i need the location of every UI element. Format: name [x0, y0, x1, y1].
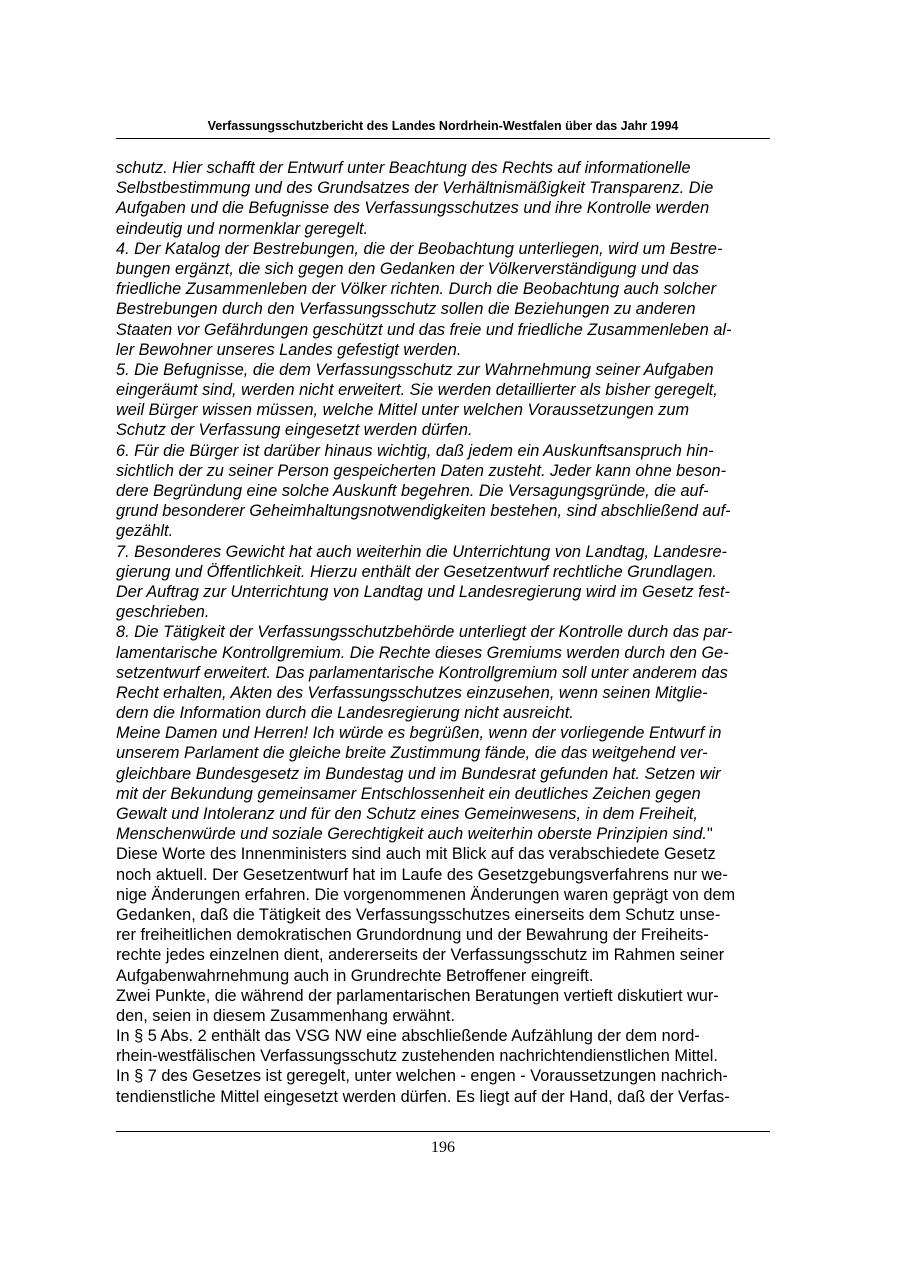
text-line	[116, 521, 788, 541]
text-line	[116, 1066, 788, 1086]
text-line-content: unserem Parlament die gleiche breite Zustimmung fände, die das weitgehend ver-	[116, 744, 708, 763]
text-line-content: rechte jedes einzelnen dient, andererseits der Verfassungsschutz im Rahmen seiner	[116, 946, 725, 965]
text-line-content: Gewalt und Intoleranz und für den Schutz eines Gemeinwesens, in dem Freiheit,	[116, 805, 698, 823]
text-line	[116, 562, 788, 582]
text-line	[116, 178, 788, 198]
text-line	[116, 784, 788, 804]
text-line-content: Diese Worte des Innenministers sind auch mit Blick auf das verabschiedete Gesetz	[116, 845, 716, 864]
text-line-content: gezählt.	[116, 522, 174, 541]
text-line	[116, 501, 788, 521]
text-line-content: Aufgaben und die Befugnisse des Verfassungsschutzes und ihre Kontrolle werden	[116, 199, 710, 218]
text-line-content: schutz. Hier schafft der Entwurf unter Beachtung des Rechts auf informationelle	[116, 159, 691, 177]
text-line-content: 5. Die Befugnisse, die dem Verfassungsschutz zur Wahrnehmung seiner Aufgaben	[116, 360, 714, 379]
text-line-content: weil Bürger wissen müssen, welche Mittel unter welchen Voraussetzungen zum	[116, 401, 690, 420]
text-line	[116, 905, 788, 925]
text-line-content: bungen ergänzt, die sich gegen den Gedanken der Völkerverständigung und das	[116, 259, 699, 278]
text-line-content: Bestrebungen durch den Verfassungsschutz sollen die Beziehungen zu anderen	[116, 300, 696, 319]
text-line	[116, 441, 788, 461]
text-line-content: eingeräumt sind, werden nicht erweitert. Sie werden detaillierter als bisher geregelt,	[116, 381, 718, 400]
text-line	[116, 703, 788, 723]
text-line-content: Menschenwürde und soziale Gerechtigkeit auch weiterhin oberste Prinzipien sind.	[116, 825, 707, 844]
text-line-content: grund besonderer Geheimhaltungsnotwendigkeiten bestehen, sind abschließend auf-	[116, 502, 731, 521]
text-line	[116, 461, 788, 481]
text-line	[116, 643, 788, 663]
text-line	[116, 1087, 788, 1107]
text-line-content: mit der Bekundung gemeinsamer Entschlossenheit ein deutliches Zeichen gegen	[116, 784, 701, 803]
text-line	[116, 683, 788, 703]
text-line	[116, 299, 788, 319]
text-line	[116, 844, 788, 864]
body-text	[116, 158, 796, 1107]
text-line-content: den, seien in diesem Zusammenhang erwähnt.	[116, 1006, 455, 1025]
text-line	[116, 198, 788, 218]
page-number: 196	[431, 1139, 455, 1156]
text-line-content: eindeutig und normenklar geregelt.	[116, 219, 369, 238]
text-line-content: geschrieben.	[116, 603, 210, 622]
text-line	[116, 602, 788, 622]
text-line	[116, 743, 788, 763]
text-line	[116, 966, 788, 986]
text-line	[116, 1026, 788, 1046]
text-line	[116, 219, 788, 239]
text-line-content: 8. Die Tätigkeit der Verfassungsschutzbehörde unterliegt der Kontrolle durch das par-	[116, 623, 733, 642]
text-line-content: lamentarische Kontrollgremium. Die Rechte dieses Gremiums werden durch den Ge-	[116, 643, 729, 662]
text-line-content: Staaten vor Gefährdungen geschützt und das freie und friedliche Zusammenleben al-	[116, 320, 732, 339]
text-line-content: nige Änderungen erfahren. Die vorgenommenen Änderungen waren geprägt von dem	[116, 885, 736, 904]
text-line	[116, 1006, 788, 1026]
text-line-content: 4. Der Katalog der Bestrebungen, die der Beobachtung unterliegen, wird um Bestre-	[116, 239, 723, 258]
text-line	[116, 1046, 788, 1066]
text-line-content: ler Bewohner unseres Landes gefestigt werden.	[116, 340, 462, 359]
text-line-content: noch aktuell. Der Gesetzentwurf hat im Laufe des Gesetzgebungsverfahrens nur we-	[116, 865, 728, 884]
text-line-content: In § 5 Abs. 2 enthält das VSG NW eine abschließende Aufzählung der dem nord-	[116, 1027, 700, 1046]
text-line	[116, 622, 788, 642]
text-line-content: Aufgabenwahrnehmung auch in Grundrechte Betroffener eingreift.	[116, 966, 594, 985]
text-line	[116, 542, 788, 562]
header-rule	[116, 138, 770, 139]
text-line-content: rhein-westfälischen Verfassungsschutz zustehenden nachrichtendienstlichen Mittel.	[116, 1047, 718, 1066]
text-line	[116, 340, 788, 360]
text-line-content: Gedanken, daß die Tätigkeit des Verfassungsschutzes einerseits dem Schutz unse-	[116, 905, 721, 924]
text-line	[116, 158, 788, 178]
text-line-content: Meine Damen und Herren! Ich würde es begrüßen, wenn der vorliegende Entwurf in	[116, 724, 722, 743]
text-line	[116, 764, 788, 784]
text-line	[116, 824, 788, 844]
text-line	[116, 259, 788, 279]
text-line	[116, 925, 788, 945]
text-line	[116, 945, 788, 965]
text-line-content: tendienstliche Mittel eingesetzt werden dürfen. Es liegt auf der Hand, daß der Verfas-	[116, 1087, 730, 1106]
text-line	[116, 380, 788, 400]
text-line-content: Zwei Punkte, die während der parlamentarischen Beratungen vertieft diskutiert wur-	[116, 986, 719, 1005]
text-line	[116, 420, 788, 440]
text-line-content: gleichbare Bundesgesetz im Bundestag und im Bundesrat gefunden hat. Setzen wir	[116, 764, 721, 783]
text-line	[116, 885, 788, 905]
text-line-content: setzentwurf erweitert. Das parlamentarische Kontrollgremium soll unter anderem das	[116, 663, 728, 682]
footer-rule	[116, 1131, 770, 1132]
text-line-content: 7. Besonderes Gewicht hat auch weiterhin die Unterrichtung von Landtag, Landesre-	[116, 542, 727, 561]
text-line	[116, 663, 788, 683]
text-line-content: rer freiheitlichen demokratischen Grundordnung und der Bewahrung der Freiheits-	[116, 926, 709, 945]
text-line-content: sichtlich der zu seiner Person gespeicherten Daten zusteht. Jeder kann ohne beson-	[116, 461, 727, 480]
text-line	[116, 400, 788, 420]
text-line-content: 6. Für die Bürger ist darüber hinaus wichtig, daß jedem ein Auskunftsanspruch hin-	[116, 441, 714, 460]
text-line	[116, 986, 788, 1006]
text-line-content: dere Begründung eine solche Auskunft begehren. Die Versagungsgründe, die auf-	[116, 482, 709, 500]
closing-quote: "	[706, 825, 713, 844]
text-line	[116, 320, 788, 340]
text-line	[116, 865, 788, 885]
text-line	[116, 582, 788, 602]
running-header: Verfassungsschutzbericht des Landes Nordrhein-Westfalen über das Jahr 1994	[207, 119, 679, 133]
text-line-content: Der Auftrag zur Unterrichtung von Landtag und Landesregierung wird im Gesetz fest-	[116, 582, 730, 601]
text-line	[116, 723, 788, 743]
text-line	[116, 239, 788, 259]
text-line-content: In § 7 des Gesetzes ist geregelt, unter welchen - engen - Voraussetzungen nachrich-	[116, 1067, 728, 1086]
text-line	[116, 804, 788, 824]
text-line	[116, 481, 788, 501]
text-line	[116, 360, 788, 380]
text-line-content: Schutz der Verfassung eingesetzt werden dürfen.	[116, 421, 473, 440]
text-line-content: gierung und Öffentlichkeit. Hierzu enthält der Gesetzentwurf rechtliche Grundlagen.	[116, 562, 717, 581]
text-line-content: friedliche Zusammenleben der Völker richten. Durch die Beobachtung auch solcher	[116, 280, 717, 299]
text-line-content: dern die Information durch die Landesregierung nicht ausreicht.	[116, 704, 574, 723]
text-line-content: Selbstbestimmung und des Grundsatzes der Verhältnismäßigkeit Transparenz. Die	[116, 179, 714, 198]
text-line	[116, 279, 788, 299]
text-line-content: Recht erhalten, Akten des Verfassungsschutzes einzusehen, wenn seinen Mitglie-	[116, 683, 708, 702]
